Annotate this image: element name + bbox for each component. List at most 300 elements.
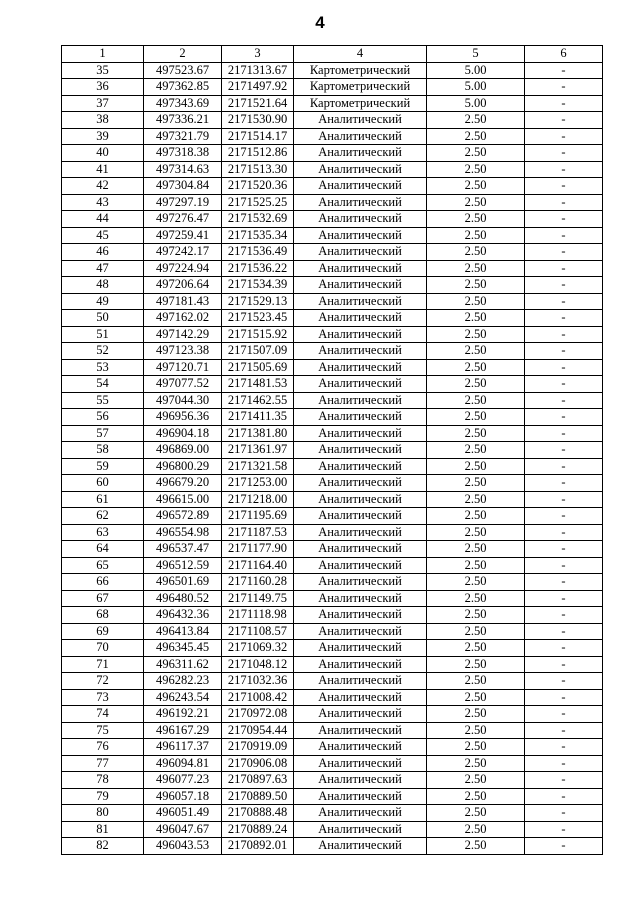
point-number-cell: 41 (62, 161, 144, 178)
x-coordinate-cell: 496051.49 (144, 805, 222, 822)
y-coordinate-cell: 2171515.92 (222, 326, 294, 343)
method-cell: Аналитический (294, 293, 427, 310)
point-number-cell: 35 (62, 62, 144, 79)
method-cell: Аналитический (294, 145, 427, 162)
x-coordinate-cell: 496345.45 (144, 640, 222, 657)
x-coordinate-cell: 496904.18 (144, 425, 222, 442)
x-coordinate-cell: 497123.38 (144, 343, 222, 360)
table-row (62, 260, 603, 277)
y-coordinate-cell: 2171032.36 (222, 673, 294, 690)
point-number-cell: 66 (62, 574, 144, 591)
note-cell: - (525, 343, 603, 360)
point-number-cell: 52 (62, 343, 144, 360)
method-cell: Аналитический (294, 656, 427, 673)
note-cell: - (525, 442, 603, 459)
table-row (62, 376, 603, 393)
table-row (62, 211, 603, 228)
accuracy-cell: 2.50 (427, 227, 525, 244)
accuracy-cell: 2.50 (427, 343, 525, 360)
method-cell: Аналитический (294, 821, 427, 838)
table-row (62, 161, 603, 178)
accuracy-cell: 2.50 (427, 145, 525, 162)
point-number-cell: 44 (62, 211, 144, 228)
table-row (62, 838, 603, 855)
table-row (62, 673, 603, 690)
method-cell: Аналитический (294, 112, 427, 129)
x-coordinate-cell: 497336.21 (144, 112, 222, 129)
y-coordinate-cell: 2170888.48 (222, 805, 294, 822)
point-number-cell: 46 (62, 244, 144, 261)
method-cell: Аналитический (294, 260, 427, 277)
point-number-cell: 57 (62, 425, 144, 442)
method-cell: Аналитический (294, 623, 427, 640)
note-cell: - (525, 722, 603, 739)
point-number-cell: 61 (62, 491, 144, 508)
accuracy-cell: 5.00 (427, 95, 525, 112)
accuracy-cell: 2.50 (427, 805, 525, 822)
table-header-row (62, 46, 603, 63)
method-cell: Аналитический (294, 755, 427, 772)
accuracy-cell: 2.50 (427, 178, 525, 195)
point-number-cell: 49 (62, 293, 144, 310)
x-coordinate-cell: 497224.94 (144, 260, 222, 277)
method-cell: Аналитический (294, 392, 427, 409)
method-cell: Аналитический (294, 277, 427, 294)
table-row (62, 541, 603, 558)
accuracy-cell: 2.50 (427, 359, 525, 376)
y-coordinate-cell: 2171048.12 (222, 656, 294, 673)
accuracy-cell: 2.50 (427, 310, 525, 327)
method-cell: Аналитический (294, 359, 427, 376)
note-cell: - (525, 227, 603, 244)
y-coordinate-cell: 2171069.32 (222, 640, 294, 657)
table-row (62, 227, 603, 244)
y-coordinate-cell: 2171514.17 (222, 128, 294, 145)
accuracy-cell: 2.50 (427, 739, 525, 756)
x-coordinate-cell: 496800.29 (144, 458, 222, 475)
table-row (62, 607, 603, 624)
method-cell: Аналитический (294, 491, 427, 508)
x-coordinate-cell: 496480.52 (144, 590, 222, 607)
x-coordinate-cell: 497362.85 (144, 79, 222, 96)
x-coordinate-cell: 497304.84 (144, 178, 222, 195)
point-number-cell: 67 (62, 590, 144, 607)
x-coordinate-cell: 496512.59 (144, 557, 222, 574)
method-cell: Аналитический (294, 376, 427, 393)
x-coordinate-cell: 496167.29 (144, 722, 222, 739)
note-cell: - (525, 376, 603, 393)
note-cell: - (525, 161, 603, 178)
column-header: 1 (62, 46, 144, 63)
accuracy-cell: 2.50 (427, 706, 525, 723)
table-row (62, 343, 603, 360)
method-cell: Аналитический (294, 409, 427, 426)
table-row (62, 689, 603, 706)
accuracy-cell: 2.50 (427, 838, 525, 855)
point-number-cell: 40 (62, 145, 144, 162)
y-coordinate-cell: 2170897.63 (222, 772, 294, 789)
x-coordinate-cell: 496956.36 (144, 409, 222, 426)
y-coordinate-cell: 2171008.42 (222, 689, 294, 706)
y-coordinate-cell: 2171177.90 (222, 541, 294, 558)
x-coordinate-cell: 497242.17 (144, 244, 222, 261)
method-cell: Аналитический (294, 689, 427, 706)
x-coordinate-cell: 496077.23 (144, 772, 222, 789)
note-cell: - (525, 178, 603, 195)
x-coordinate-cell: 496117.37 (144, 739, 222, 756)
x-coordinate-cell: 496043.53 (144, 838, 222, 855)
method-cell: Аналитический (294, 211, 427, 228)
method-cell: Аналитический (294, 425, 427, 442)
y-coordinate-cell: 2171513.30 (222, 161, 294, 178)
method-cell: Аналитический (294, 475, 427, 492)
x-coordinate-cell: 496615.00 (144, 491, 222, 508)
note-cell: - (525, 392, 603, 409)
y-coordinate-cell: 2171164.40 (222, 557, 294, 574)
accuracy-cell: 2.50 (427, 112, 525, 129)
table-body (62, 62, 603, 854)
y-coordinate-cell: 2171187.53 (222, 524, 294, 541)
accuracy-cell: 2.50 (427, 491, 525, 508)
table-row (62, 722, 603, 739)
y-coordinate-cell: 2171497.92 (222, 79, 294, 96)
accuracy-cell: 2.50 (427, 458, 525, 475)
y-coordinate-cell: 2171321.58 (222, 458, 294, 475)
x-coordinate-cell: 497077.52 (144, 376, 222, 393)
method-cell: Картометрический (294, 79, 427, 96)
x-coordinate-cell: 497297.19 (144, 194, 222, 211)
accuracy-cell: 2.50 (427, 128, 525, 145)
table-row (62, 491, 603, 508)
note-cell: - (525, 640, 603, 657)
method-cell: Аналитический (294, 326, 427, 343)
point-number-cell: 70 (62, 640, 144, 657)
note-cell: - (525, 788, 603, 805)
point-number-cell: 73 (62, 689, 144, 706)
accuracy-cell: 2.50 (427, 821, 525, 838)
y-coordinate-cell: 2171149.75 (222, 590, 294, 607)
table-row (62, 359, 603, 376)
table-row (62, 392, 603, 409)
y-coordinate-cell: 2171507.09 (222, 343, 294, 360)
y-coordinate-cell: 2170889.24 (222, 821, 294, 838)
x-coordinate-cell: 496192.21 (144, 706, 222, 723)
method-cell: Аналитический (294, 607, 427, 624)
note-cell: - (525, 62, 603, 79)
point-number-cell: 55 (62, 392, 144, 409)
x-coordinate-cell: 497044.30 (144, 392, 222, 409)
note-cell: - (525, 409, 603, 426)
note-cell: - (525, 689, 603, 706)
point-number-cell: 82 (62, 838, 144, 855)
note-cell: - (525, 805, 603, 822)
y-coordinate-cell: 2171536.22 (222, 260, 294, 277)
y-coordinate-cell: 2171534.39 (222, 277, 294, 294)
accuracy-cell: 2.50 (427, 722, 525, 739)
method-cell: Аналитический (294, 590, 427, 607)
note-cell: - (525, 607, 603, 624)
x-coordinate-cell: 497276.47 (144, 211, 222, 228)
point-number-cell: 77 (62, 755, 144, 772)
method-cell: Аналитический (294, 788, 427, 805)
point-number-cell: 51 (62, 326, 144, 343)
page-number: 4 (315, 13, 325, 32)
point-number-cell: 53 (62, 359, 144, 376)
note-cell: - (525, 838, 603, 855)
note-cell: - (525, 821, 603, 838)
y-coordinate-cell: 2171195.69 (222, 508, 294, 525)
note-cell: - (525, 491, 603, 508)
x-coordinate-cell: 497343.69 (144, 95, 222, 112)
point-number-cell: 45 (62, 227, 144, 244)
note-cell: - (525, 524, 603, 541)
note-cell: - (525, 244, 603, 261)
table-row (62, 640, 603, 657)
point-number-cell: 56 (62, 409, 144, 426)
note-cell: - (525, 574, 603, 591)
table-row (62, 277, 603, 294)
x-coordinate-cell: 497142.29 (144, 326, 222, 343)
y-coordinate-cell: 2171505.69 (222, 359, 294, 376)
note-cell: - (525, 211, 603, 228)
table-row (62, 79, 603, 96)
accuracy-cell: 2.50 (427, 772, 525, 789)
y-coordinate-cell: 2171253.00 (222, 475, 294, 492)
method-cell: Аналитический (294, 343, 427, 360)
x-coordinate-cell: 496432.36 (144, 607, 222, 624)
table-row (62, 326, 603, 343)
method-cell: Аналитический (294, 541, 427, 558)
point-number-cell: 71 (62, 656, 144, 673)
point-number-cell: 60 (62, 475, 144, 492)
x-coordinate-cell: 497181.43 (144, 293, 222, 310)
table-row (62, 772, 603, 789)
x-coordinate-cell: 497206.64 (144, 277, 222, 294)
note-cell: - (525, 359, 603, 376)
x-coordinate-cell: 497120.71 (144, 359, 222, 376)
accuracy-cell: 2.50 (427, 260, 525, 277)
table-row (62, 112, 603, 129)
x-coordinate-cell: 496413.84 (144, 623, 222, 640)
method-cell: Картометрический (294, 95, 427, 112)
table-row (62, 62, 603, 79)
y-coordinate-cell: 2171313.67 (222, 62, 294, 79)
note-cell: - (525, 656, 603, 673)
point-number-cell: 74 (62, 706, 144, 723)
accuracy-cell: 2.50 (427, 524, 525, 541)
y-coordinate-cell: 2171160.28 (222, 574, 294, 591)
table-row (62, 244, 603, 261)
note-cell: - (525, 310, 603, 327)
accuracy-cell: 2.50 (427, 541, 525, 558)
table-row (62, 706, 603, 723)
y-coordinate-cell: 2171530.90 (222, 112, 294, 129)
point-number-cell: 38 (62, 112, 144, 129)
point-number-cell: 47 (62, 260, 144, 277)
x-coordinate-cell: 496501.69 (144, 574, 222, 591)
point-number-cell: 42 (62, 178, 144, 195)
point-number-cell: 48 (62, 277, 144, 294)
note-cell: - (525, 277, 603, 294)
y-coordinate-cell: 2171535.34 (222, 227, 294, 244)
note-cell: - (525, 541, 603, 558)
accuracy-cell: 2.50 (427, 623, 525, 640)
column-header: 6 (525, 46, 603, 63)
accuracy-cell: 2.50 (427, 607, 525, 624)
y-coordinate-cell: 2171411.35 (222, 409, 294, 426)
method-cell: Аналитический (294, 244, 427, 261)
note-cell: - (525, 293, 603, 310)
point-number-cell: 65 (62, 557, 144, 574)
method-cell: Аналитический (294, 524, 427, 541)
table-row (62, 475, 603, 492)
accuracy-cell: 2.50 (427, 788, 525, 805)
table-row (62, 145, 603, 162)
x-coordinate-cell: 496243.54 (144, 689, 222, 706)
y-coordinate-cell: 2171536.49 (222, 244, 294, 261)
accuracy-cell: 2.50 (427, 244, 525, 261)
table-row (62, 574, 603, 591)
coordinates-table (61, 45, 603, 855)
point-number-cell: 64 (62, 541, 144, 558)
x-coordinate-cell: 496311.62 (144, 656, 222, 673)
x-coordinate-cell: 497523.67 (144, 62, 222, 79)
point-number-cell: 54 (62, 376, 144, 393)
table-row (62, 508, 603, 525)
method-cell: Аналитический (294, 310, 427, 327)
point-number-cell: 39 (62, 128, 144, 145)
column-header: 4 (294, 46, 427, 63)
x-coordinate-cell: 496094.81 (144, 755, 222, 772)
note-cell: - (525, 739, 603, 756)
table-row (62, 194, 603, 211)
y-coordinate-cell: 2171361.97 (222, 442, 294, 459)
accuracy-cell: 2.50 (427, 376, 525, 393)
table-row (62, 128, 603, 145)
column-header: 2 (144, 46, 222, 63)
accuracy-cell: 2.50 (427, 161, 525, 178)
accuracy-cell: 2.50 (427, 409, 525, 426)
y-coordinate-cell: 2170954.44 (222, 722, 294, 739)
point-number-cell: 63 (62, 524, 144, 541)
table-row (62, 557, 603, 574)
x-coordinate-cell: 497318.38 (144, 145, 222, 162)
accuracy-cell: 2.50 (427, 656, 525, 673)
y-coordinate-cell: 2171532.69 (222, 211, 294, 228)
accuracy-cell: 2.50 (427, 194, 525, 211)
note-cell: - (525, 475, 603, 492)
table-row (62, 656, 603, 673)
column-header: 5 (427, 46, 525, 63)
x-coordinate-cell: 496869.00 (144, 442, 222, 459)
y-coordinate-cell: 2170972.08 (222, 706, 294, 723)
note-cell: - (525, 772, 603, 789)
table-row (62, 524, 603, 541)
method-cell: Аналитический (294, 227, 427, 244)
method-cell: Аналитический (294, 161, 427, 178)
method-cell: Аналитический (294, 194, 427, 211)
note-cell: - (525, 458, 603, 475)
accuracy-cell: 2.50 (427, 673, 525, 690)
table-row (62, 409, 603, 426)
accuracy-cell: 2.50 (427, 590, 525, 607)
method-cell: Аналитический (294, 739, 427, 756)
accuracy-cell: 2.50 (427, 557, 525, 574)
method-cell: Аналитический (294, 838, 427, 855)
point-number-cell: 59 (62, 458, 144, 475)
x-coordinate-cell: 497321.79 (144, 128, 222, 145)
x-coordinate-cell: 496057.18 (144, 788, 222, 805)
method-cell: Аналитический (294, 442, 427, 459)
accuracy-cell: 2.50 (427, 211, 525, 228)
y-coordinate-cell: 2171529.13 (222, 293, 294, 310)
method-cell: Аналитический (294, 722, 427, 739)
point-number-cell: 76 (62, 739, 144, 756)
accuracy-cell: 2.50 (427, 755, 525, 772)
y-coordinate-cell: 2171108.57 (222, 623, 294, 640)
method-cell: Картометрический (294, 62, 427, 79)
point-number-cell: 62 (62, 508, 144, 525)
note-cell: - (525, 590, 603, 607)
accuracy-cell: 5.00 (427, 79, 525, 96)
method-cell: Аналитический (294, 458, 427, 475)
table-row (62, 95, 603, 112)
y-coordinate-cell: 2171381.80 (222, 425, 294, 442)
point-number-cell: 36 (62, 79, 144, 96)
point-number-cell: 69 (62, 623, 144, 640)
point-number-cell: 37 (62, 95, 144, 112)
accuracy-cell: 2.50 (427, 326, 525, 343)
table-row (62, 788, 603, 805)
y-coordinate-cell: 2171118.98 (222, 607, 294, 624)
x-coordinate-cell: 496679.20 (144, 475, 222, 492)
table-row (62, 425, 603, 442)
x-coordinate-cell: 496554.98 (144, 524, 222, 541)
table-row (62, 623, 603, 640)
note-cell: - (525, 706, 603, 723)
note-cell: - (525, 112, 603, 129)
note-cell: - (525, 260, 603, 277)
point-number-cell: 72 (62, 673, 144, 690)
note-cell: - (525, 194, 603, 211)
x-coordinate-cell: 496282.23 (144, 673, 222, 690)
note-cell: - (525, 425, 603, 442)
point-number-cell: 79 (62, 788, 144, 805)
y-coordinate-cell: 2171525.25 (222, 194, 294, 211)
point-number-cell: 43 (62, 194, 144, 211)
note-cell: - (525, 623, 603, 640)
point-number-cell: 75 (62, 722, 144, 739)
note-cell: - (525, 95, 603, 112)
column-header: 3 (222, 46, 294, 63)
y-coordinate-cell: 2171218.00 (222, 491, 294, 508)
table-row (62, 178, 603, 195)
accuracy-cell: 5.00 (427, 62, 525, 79)
y-coordinate-cell: 2170889.50 (222, 788, 294, 805)
point-number-cell: 68 (62, 607, 144, 624)
point-number-cell: 81 (62, 821, 144, 838)
accuracy-cell: 2.50 (427, 277, 525, 294)
accuracy-cell: 2.50 (427, 293, 525, 310)
note-cell: - (525, 79, 603, 96)
y-coordinate-cell: 2170906.08 (222, 755, 294, 772)
y-coordinate-cell: 2171512.86 (222, 145, 294, 162)
y-coordinate-cell: 2171520.36 (222, 178, 294, 195)
note-cell: - (525, 673, 603, 690)
table-row (62, 590, 603, 607)
table-row (62, 805, 603, 822)
point-number-cell: 78 (62, 772, 144, 789)
